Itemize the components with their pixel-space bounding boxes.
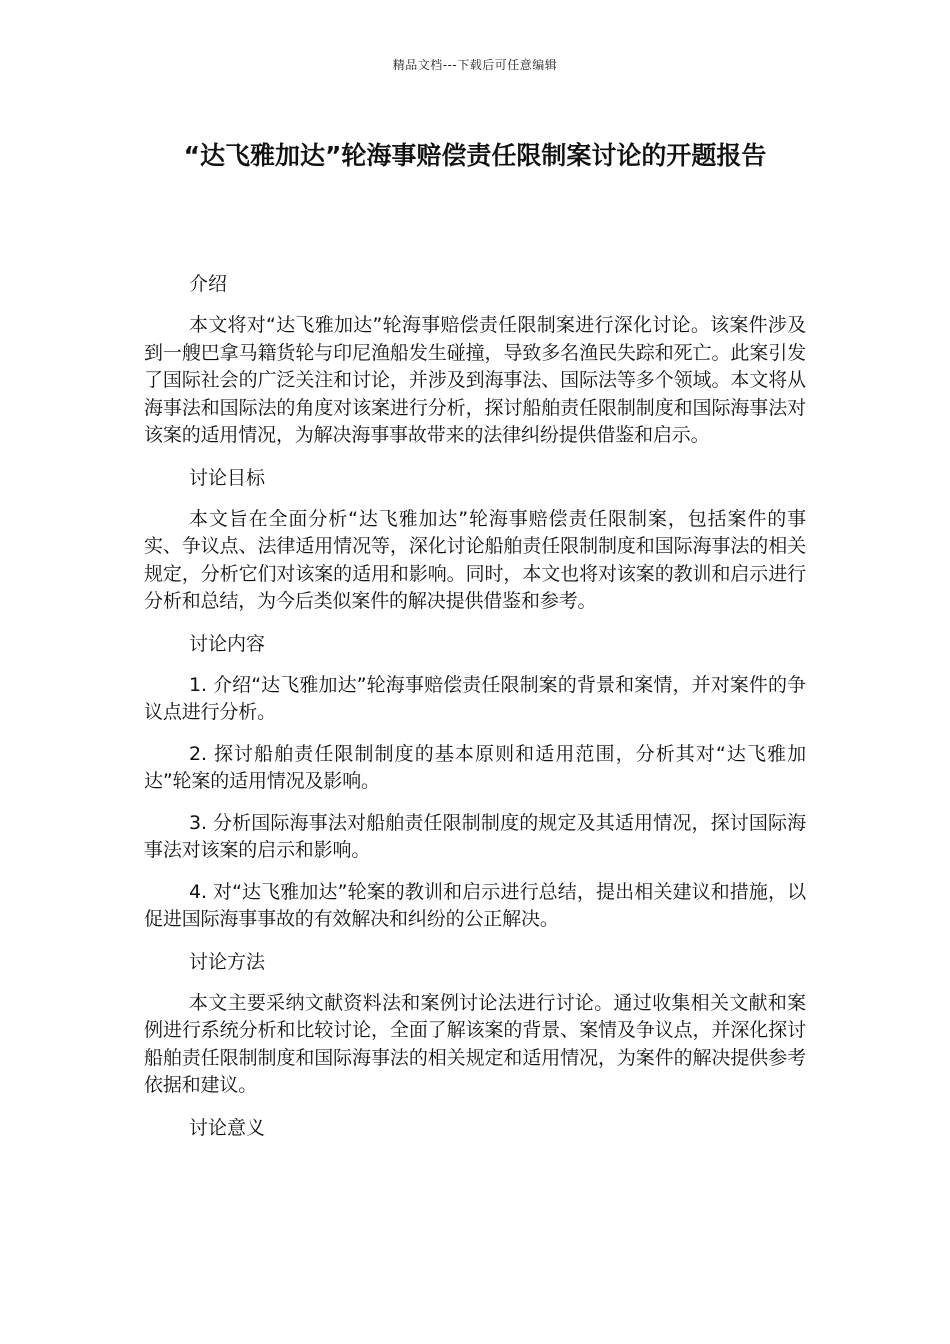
paragraph-objective: 本文旨在全面分析“达飞雅加达”轮海事赔偿责任限制案，包括案件的事实、争议点、法律适用情况等，深化讨论船舶责任限制制度和国际海事法的相关规定，分析它们对该案的适用和影响。同时，本文也将对该案的教训和启示进行分析和总结，为今后类似案件的解决提供借鉴和参考。 <box>144 507 806 612</box>
list-item: 3. 分析国际海事法对船舶责任限制制度的规定及其适用情况，探讨国际海事法对该案的启示和影响。 <box>144 811 806 861</box>
list-item: 2. 探讨船舶责任限制制度的基本原则和适用范围，分析其对“达飞雅加达”轮案的适用情况及影响。 <box>144 742 806 792</box>
header-note: 精品文档---下载后可任意编辑 <box>392 58 558 72</box>
section-heading-significance: 讨论意义 <box>189 1116 266 1139</box>
list-item: 1. 介绍“达飞雅加达”轮海事赔偿责任限制案的背景和案情，并对案件的争议点进行分析。 <box>144 673 806 723</box>
section-heading-intro: 介绍 <box>189 273 228 295</box>
document-title: “达飞雅加达”轮海事赔偿责任限制案讨论的开题报告 <box>183 141 767 170</box>
section-heading-method: 讨论方法 <box>189 950 266 973</box>
section-heading-objective: 讨论目标 <box>189 466 266 489</box>
section-heading-content: 讨论内容 <box>189 632 266 655</box>
paragraph-method: 本文主要采纳文献资料法和案例讨论法进行讨论。通过收集相关文献和案例进行系统分析和比较讨论，全面了解该案的背景、案情及争议点，并深化探讨船舶责任限制制度和国际海事法的相关规定和适用情况，为案件的解决提供参考依据和建议。 <box>144 991 806 1096</box>
document-body <box>144 270 806 1156</box>
paragraph-intro: 本文将对“达飞雅加达”轮海事赔偿责任限制案进行深化讨论。该案件涉及到一艘巴拿马籍货轮与印尼渔船发生碰撞，导致多名渔民失踪和死亡。此案引发了国际社会的广泛关注和讨论，并涉及到海事法、国际法等多个领域。本文将从海事法和国际法的角度对该案进行分析，探讨船舶责任限制制度和国际海事法对该案的适用情况，为解决海事事故带来的法律纠纷提供借鉴和启示。 <box>144 314 806 446</box>
list-item: 4. 对“达飞雅加达”轮案的教训和启示进行总结，提出相关建议和措施，以促进国际海事事故的有效解决和纠纷的公正解决。 <box>144 880 806 930</box>
